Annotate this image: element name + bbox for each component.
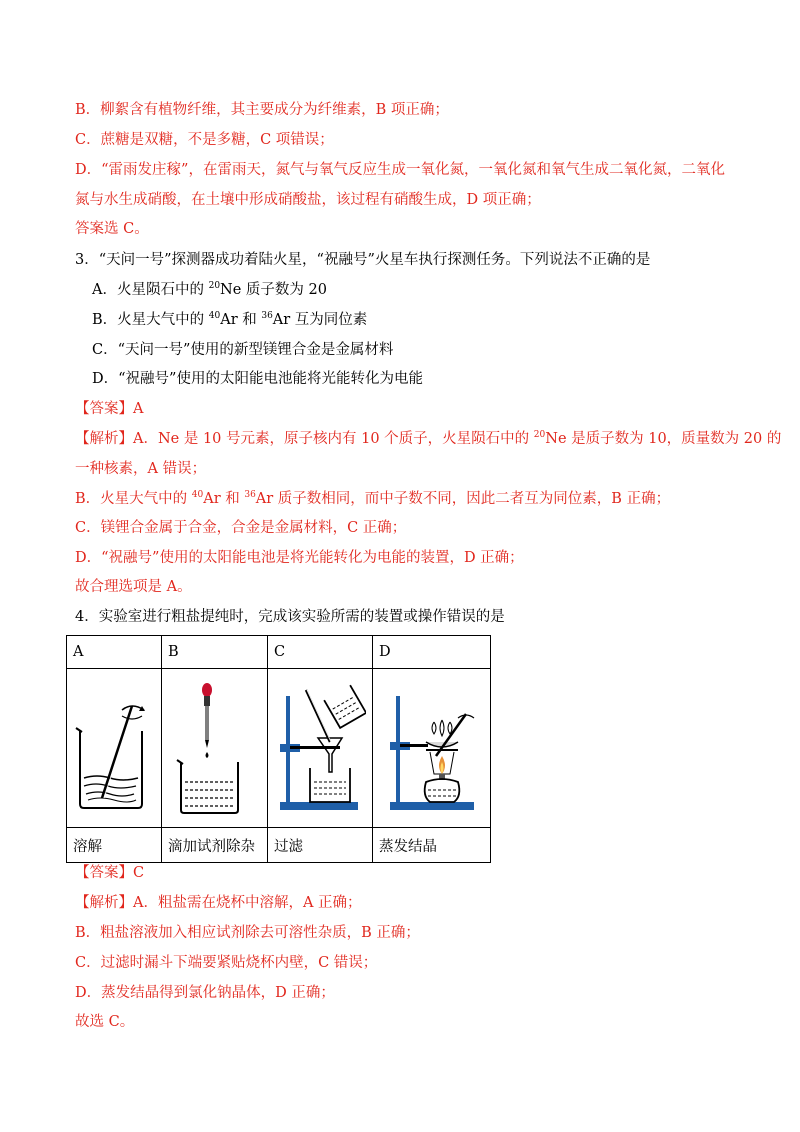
q4-header-a: A (67, 636, 162, 669)
q4-image-dissolve (67, 669, 162, 828)
q2-answer-conclusion: 答案选 C。 (75, 221, 149, 237)
q4-header-b: B (162, 636, 268, 669)
q4-table-header-row (67, 636, 491, 669)
dropper-beaker-illustration (173, 676, 257, 816)
q3-option-b: B．火星大气中的 $^{40}$Ar 和 $^{36}$Ar 互为同位素 (92, 311, 368, 328)
q4-explanation-a: 【解析】A．粗盐需在烧杯中溶解，A 正确； (75, 895, 362, 911)
q2-explanation-b: B．柳絮含有植物纤维，其主要成分为纤维素，B 项正确； (75, 102, 449, 118)
beaker-stirring-illustration (72, 676, 156, 816)
q4-header-d: D (373, 636, 491, 669)
q2-explanation-d-1: D．“雷雨发庄稼”，在雷雨天，氮气与氧气反应生成一氧化氮，一氧化氮和氧气生成二氧化氮，二氧化 (75, 162, 725, 178)
filtration-stand-illustration (274, 676, 366, 816)
q4-table-image-row (67, 669, 491, 828)
q4-stem: 4．实验室进行粗盐提纯时，完成该实验所需的装置或操作错误的是 (75, 609, 505, 625)
q4-image-dropper (162, 669, 268, 828)
q4-explanation-c: C．过滤时漏斗下端要紧贴烧杯内壁，C 错误； (75, 955, 378, 971)
q3-option-d: D．“祝融号”使用的太阳能电池能将光能转化为电能 (92, 371, 423, 387)
q2-explanation-d-2: 氮与水生成硝酸，在土壤中形成硝酸盐，该过程有硝酸生成，D 项正确； (75, 192, 541, 208)
q4-table-caption-row (67, 828, 491, 863)
q3-option-a: A．火星陨石中的 $^{20}$Ne 质子数为 20 (92, 281, 327, 298)
q3-conclusion: 故合理选项是 A。 (75, 579, 192, 595)
q4-image-filtration (268, 669, 373, 828)
q4-apparatus-table (66, 635, 491, 863)
q4-caption-a: 溶解 (67, 828, 162, 863)
q4-explanation-b: B．粗盐溶液加入相应试剂除去可溶性杂质，B 正确； (75, 925, 420, 941)
q3-answer: 【答案】A (75, 401, 144, 417)
evaporation-stand-illustration (382, 676, 482, 816)
q4-conclusion: 故选 C。 (75, 1014, 135, 1030)
q3-explanation-a-1: 【解析】A．Ne 是 10 号元素，原子核内有 10 个质子，火星陨石中的 $^{20}$Ne 是质子数为 10，质量数为 20 的 (75, 430, 782, 447)
q4-caption-d: 蒸发结晶 (373, 828, 491, 863)
q3-explanation-a-2: 一种核素，A 错误； (75, 461, 207, 477)
q4-caption-c: 过滤 (268, 828, 373, 863)
q3-option-c: C．“天问一号”使用的新型镁锂合金是金属材料 (92, 342, 394, 358)
q4-answer: 【答案】C (75, 865, 145, 881)
q4-explanation-d: D．蒸发结晶得到氯化钠晶体，D 正确； (75, 985, 335, 1001)
q3-explanation-b: B．火星大气中的 $^{40}$Ar 和 $^{36}$Ar 质子数相同，而中子数不同，因此二者互为同位素，B 正确； (75, 490, 671, 507)
q4-caption-b: 滴加试剂除杂 (162, 828, 268, 863)
q4-header-c: C (268, 636, 373, 669)
q3-stem: 3．“天问一号”探测器成功着陆火星，“祝融号”火星车执行探测任务。下列说法不正确的是 (75, 252, 651, 268)
q3-explanation-d: D．“祝融号”使用的太阳能电池是将光能转化为电能的装置，D 正确； (75, 550, 524, 566)
q3-explanation-c: C．镁锂合金属于合金，合金是金属材料，C 正确； (75, 520, 407, 536)
q4-image-evaporation (373, 669, 491, 828)
q2-explanation-c: C．蔗糖是双糖，不是多糖，C 项错误； (75, 132, 334, 148)
